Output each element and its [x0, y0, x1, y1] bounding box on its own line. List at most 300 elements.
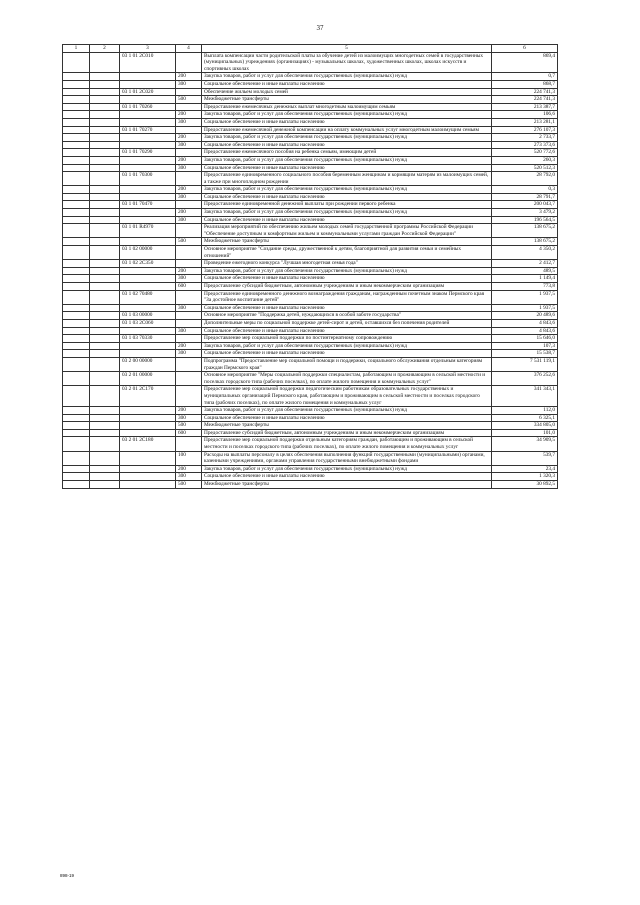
target-code-cell: 03 1 03 2С060: [120, 319, 176, 327]
item-name-cell: Закупка товаров, работ и услуг для обеспечения государственных (муниципальных) нужд: [202, 111, 492, 119]
empty-cell: [63, 111, 90, 119]
item-name-cell: Социальное обеспечение и иные выплаты населению: [202, 350, 492, 358]
target-code-cell: [120, 304, 176, 312]
expense-type-cell: [176, 260, 202, 268]
target-code-cell: 03 1 02 2С350: [120, 260, 176, 268]
empty-cell: [90, 290, 120, 304]
empty-cell: [90, 437, 120, 451]
item-name-cell: Социальное обеспечение и иные выплаты населению: [202, 193, 492, 201]
empty-cell: [90, 350, 120, 358]
target-code-cell: [120, 193, 176, 201]
target-code-cell: [120, 186, 176, 194]
amount-cell: 106,6: [492, 111, 558, 119]
expense-type-cell: 300: [176, 304, 202, 312]
empty-cell: [90, 319, 120, 327]
expense-type-cell: 200: [176, 111, 202, 119]
target-code-cell: [120, 414, 176, 422]
amount-cell: 1 937,5: [492, 304, 558, 312]
expense-type-cell: [176, 335, 202, 343]
item-name-cell: Закупка товаров, работ и услуг для обеспечения государственных (муниципальных) нужд: [202, 156, 492, 164]
empty-cell: [90, 246, 120, 260]
item-name-cell: Закупка товаров, работ и услуг для обеспечения государственных (муниципальных) нужд: [202, 407, 492, 415]
expense-type-cell: 300: [176, 118, 202, 126]
expense-type-cell: [176, 319, 202, 327]
empty-cell: [63, 209, 90, 217]
empty-cell: [63, 134, 90, 142]
table-row: [63, 350, 558, 358]
amount-cell: 868,7: [492, 80, 558, 88]
amount-cell: 3 479,2: [492, 209, 558, 217]
column-header: 4: [176, 45, 202, 53]
empty-cell: [63, 357, 90, 371]
empty-cell: [63, 481, 90, 489]
target-code-cell: [120, 327, 176, 335]
target-code-cell: 03 1 01 2С010: [120, 52, 176, 73]
empty-cell: [63, 156, 90, 164]
item-name-cell: Социальное обеспечение и иные выплаты населению: [202, 275, 492, 283]
item-name-cell: Социальное обеспечение и иные выплаты населению: [202, 327, 492, 335]
empty-cell: [63, 290, 90, 304]
table-row: [63, 118, 558, 126]
target-code-cell: [120, 134, 176, 142]
amount-cell: 101,0: [492, 429, 558, 437]
table-row: [63, 283, 558, 291]
column-header: 2: [90, 45, 120, 53]
empty-cell: [90, 267, 120, 275]
item-name-cell: Закупка товаров, работ и услуг для обеспечения государственных (муниципальных) нужд: [202, 465, 492, 473]
expense-type-cell: 200: [176, 209, 202, 217]
target-code-cell: 03 1 01 70290: [120, 149, 176, 157]
table-row: [63, 465, 558, 473]
target-code-cell: [120, 267, 176, 275]
expense-type-cell: [176, 88, 202, 96]
empty-cell: [90, 481, 120, 489]
target-code-cell: 03 1 01 70270: [120, 126, 176, 134]
empty-cell: [90, 342, 120, 350]
item-name-cell: Социальное обеспечение и иные выплаты населению: [202, 216, 492, 224]
item-name-cell: Предоставление субсидий бюджетным, автономным учреждениям и иным некоммерческим организациям: [202, 429, 492, 437]
expense-type-cell: 300: [176, 350, 202, 358]
empty-cell: [90, 422, 120, 430]
target-code-cell: [120, 111, 176, 119]
expense-type-cell: 200: [176, 73, 202, 81]
table-row: [63, 134, 558, 142]
empty-cell: [90, 386, 120, 407]
item-name-cell: Закупка товаров, работ и услуг для обеспечения государственных (муниципальных) нужд: [202, 209, 492, 217]
amount-cell: 773,8: [492, 283, 558, 291]
table-row: [63, 52, 558, 73]
expense-type-cell: [176, 224, 202, 238]
expense-type-cell: 200: [176, 134, 202, 142]
empty-cell: [63, 350, 90, 358]
target-code-cell: [120, 275, 176, 283]
expense-type-cell: 200: [176, 156, 202, 164]
empty-cell: [63, 88, 90, 96]
item-name-cell: Предоставление мер социальной поддержки по постинтернатному сопровождению: [202, 335, 492, 343]
table-row: [63, 246, 558, 260]
table-row: [63, 327, 558, 335]
budget-table: [62, 44, 558, 489]
table-row: [63, 386, 558, 407]
amount-cell: 28 791,7: [492, 193, 558, 201]
target-code-cell: 03 2 00 00000: [120, 357, 176, 371]
item-name-cell: Предоставление мер социальной поддержки педагогическим работникам образовательных государственных и муниципальных организаций Пермского края, работающим и проживающим в сельской местности и поселках городского типа (рабочих поселках), по оплате жилого помещения и коммунальных услуг: [202, 386, 492, 407]
expense-type-cell: 200: [176, 342, 202, 350]
expense-type-cell: 500: [176, 96, 202, 104]
item-name-cell: Закупка товаров, работ и услуг для обеспечения государственных (муниципальных) нужд: [202, 73, 492, 81]
amount-cell: 7 531 119,1: [492, 357, 558, 371]
target-code-cell: 03 1 01 70260: [120, 103, 176, 111]
amount-cell: 520 772,6: [492, 149, 558, 157]
table-row: [63, 312, 558, 320]
item-name-cell: Основное мероприятие "Меры социальной поддержки специалистам, работающим и проживающим в сельской местности и поселках городского типа (рабочих поселках), по оплате жилого помещения и коммунальных услуг": [202, 372, 492, 386]
column-header: 5: [202, 45, 492, 53]
empty-cell: [63, 80, 90, 88]
empty-cell: [63, 96, 90, 104]
table-row: [63, 156, 558, 164]
amount-cell: 30 892,5: [492, 481, 558, 489]
amount-cell: 1 937,5: [492, 290, 558, 304]
expense-type-cell: 200: [176, 267, 202, 275]
empty-cell: [90, 327, 120, 335]
amount-cell: 1 149,4: [492, 275, 558, 283]
target-code-cell: 03 1 01 70470: [120, 201, 176, 209]
item-name-cell: Закупка товаров, работ и услуг для обеспечения государственных (муниципальных) нужд: [202, 342, 492, 350]
empty-cell: [63, 238, 90, 246]
amount-cell: 0,7: [492, 73, 558, 81]
expense-type-cell: 200: [176, 407, 202, 415]
empty-cell: [63, 429, 90, 437]
expense-type-cell: 300: [176, 193, 202, 201]
empty-cell: [90, 357, 120, 371]
target-code-cell: 03 2 01 2С180: [120, 437, 176, 451]
empty-cell: [63, 186, 90, 194]
empty-cell: [90, 149, 120, 157]
empty-cell: [63, 386, 90, 407]
target-code-cell: [120, 156, 176, 164]
empty-cell: [90, 96, 120, 104]
item-name-cell: Социальное обеспечение и иные выплаты населению: [202, 304, 492, 312]
target-code-cell: 03 2 01 2С170: [120, 386, 176, 407]
target-code-cell: [120, 422, 176, 430]
item-name-cell: Социальное обеспечение и иные выплаты населению: [202, 80, 492, 88]
expense-type-cell: 300: [176, 164, 202, 172]
empty-cell: [90, 209, 120, 217]
target-code-cell: [120, 451, 176, 465]
amount-cell: 138 675,2: [492, 224, 558, 238]
target-code-cell: [120, 209, 176, 217]
table-row: [63, 216, 558, 224]
empty-cell: [63, 465, 90, 473]
empty-cell: [63, 473, 90, 481]
empty-cell: [63, 414, 90, 422]
table-row: [63, 481, 558, 489]
item-name-cell: Расходы на выплаты персоналу в целях обеспечения выполнения функций государственными (муниципальными) органами, казенными учреждениями, органами управления государственными внебюджетными фондами: [202, 451, 492, 465]
empty-cell: [63, 52, 90, 73]
table-row: [63, 407, 558, 415]
empty-cell: [63, 164, 90, 172]
empty-cell: [63, 260, 90, 268]
expense-type-cell: 300: [176, 80, 202, 88]
table-row: [63, 193, 558, 201]
empty-cell: [90, 52, 120, 73]
empty-cell: [63, 193, 90, 201]
amount-cell: 1 320,3: [492, 473, 558, 481]
empty-cell: [63, 283, 90, 291]
table-row: [63, 201, 558, 209]
empty-cell: [90, 88, 120, 96]
item-name-cell: Предоставление единовременного социального пособия беременным женщинам и кормящим матерям из малоимущих семей, а также при многоплодном рождении: [202, 172, 492, 186]
target-code-cell: [120, 481, 176, 489]
column-header: 1: [63, 45, 90, 53]
item-name-cell: Социальное обеспечение и иные выплаты населению: [202, 164, 492, 172]
empty-cell: [90, 103, 120, 111]
amount-cell: 224 741,3: [492, 96, 558, 104]
expense-type-cell: 300: [176, 216, 202, 224]
expense-type-cell: [176, 357, 202, 371]
empty-cell: [90, 283, 120, 291]
amount-cell: 224 741,3: [492, 88, 558, 96]
table-row: [63, 335, 558, 343]
empty-cell: [63, 73, 90, 81]
empty-cell: [90, 141, 120, 149]
empty-cell: [90, 156, 120, 164]
expense-type-cell: 500: [176, 238, 202, 246]
item-name-cell: Дополнительные меры по социальной поддержке детей-сирот и детей, оставшихся без попечения родителей: [202, 319, 492, 327]
table-row: [63, 414, 558, 422]
empty-cell: [90, 73, 120, 81]
table-row: [63, 103, 558, 111]
amount-cell: 15 538,7: [492, 350, 558, 358]
expense-type-cell: [176, 201, 202, 209]
amount-cell: 489,5: [492, 267, 558, 275]
expense-type-cell: 300: [176, 414, 202, 422]
target-code-cell: [120, 96, 176, 104]
empty-cell: [63, 275, 90, 283]
table-row: [63, 342, 558, 350]
table-row: [63, 437, 558, 451]
table-row: [63, 372, 558, 386]
table-row: [63, 224, 558, 238]
item-name-cell: Предоставление мер социальной поддержки отдельным категориям граждан, работающим и проживающим в сельской местности и поселках городского типа (рабочих поселках), по оплате жилого помещения и коммунальных услуг: [202, 437, 492, 451]
empty-cell: [90, 335, 120, 343]
empty-cell: [63, 103, 90, 111]
target-code-cell: [120, 80, 176, 88]
table-row: [63, 141, 558, 149]
empty-cell: [90, 126, 120, 134]
amount-cell: 520 512,3: [492, 164, 558, 172]
item-name-cell: Основное мероприятие "Поддержка детей, нуждающихся в особой заботе государства": [202, 312, 492, 320]
item-name-cell: Закупка товаров, работ и услуг для обеспечения государственных (муниципальных) нужд: [202, 267, 492, 275]
expense-type-cell: 600: [176, 429, 202, 437]
expense-type-cell: [176, 386, 202, 407]
amount-cell: 376 252,6: [492, 372, 558, 386]
empty-cell: [63, 267, 90, 275]
empty-cell: [90, 304, 120, 312]
amount-cell: 4 350,2: [492, 246, 558, 260]
amount-cell: 15 646,0: [492, 335, 558, 343]
empty-cell: [63, 246, 90, 260]
table-row: [63, 422, 558, 430]
target-code-cell: 03 1 03 70330: [120, 335, 176, 343]
empty-cell: [63, 327, 90, 335]
empty-cell: [63, 451, 90, 465]
empty-cell: [63, 118, 90, 126]
table-row: [63, 149, 558, 157]
document-number-mark: 898-19: [60, 873, 75, 878]
table-row: [63, 451, 558, 465]
expense-type-cell: [176, 372, 202, 386]
item-name-cell: Основное мероприятие "Создание среды, дружественной к детям, благоприятной для развития семьи и семейных отношений": [202, 246, 492, 260]
amount-cell: 6 325,1: [492, 414, 558, 422]
empty-cell: [63, 335, 90, 343]
amount-cell: 107,3: [492, 342, 558, 350]
expense-type-cell: 300: [176, 141, 202, 149]
expense-type-cell: 300: [176, 473, 202, 481]
item-name-cell: Межбюджетные трансферты: [202, 481, 492, 489]
table-row: [63, 96, 558, 104]
table-row: [63, 80, 558, 88]
empty-cell: [90, 164, 120, 172]
expense-type-cell: [176, 52, 202, 73]
expense-type-cell: 300: [176, 275, 202, 283]
target-code-cell: [120, 429, 176, 437]
item-name-cell: Предоставление единовременной денежной выплаты при рождении первого ребенка: [202, 201, 492, 209]
empty-cell: [90, 312, 120, 320]
target-code-cell: [120, 238, 176, 246]
amount-cell: 112,0: [492, 407, 558, 415]
empty-cell: [90, 372, 120, 386]
item-name-cell: Закупка товаров, работ и услуг для обеспечения государственных (муниципальных) нужд: [202, 134, 492, 142]
target-code-cell: [120, 141, 176, 149]
expense-type-cell: [176, 290, 202, 304]
expense-type-cell: 500: [176, 481, 202, 489]
table-row: [63, 238, 558, 246]
item-name-cell: Социальное обеспечение и иные выплаты населению: [202, 414, 492, 422]
target-code-cell: 03 2 01 00000: [120, 372, 176, 386]
table-row: [63, 164, 558, 172]
column-header: 3: [120, 45, 176, 53]
empty-cell: [63, 312, 90, 320]
table-row: [63, 267, 558, 275]
item-name-cell: Предоставление единовременного денежного вознаграждения гражданам, награжденным почетным знаком Пермского края "За достойное воспитание детей": [202, 290, 492, 304]
item-name-cell: Предоставление ежемесячной денежной компенсации на оплату коммунальных услуг многодетным малоимущим семьям: [202, 126, 492, 134]
empty-cell: [90, 172, 120, 186]
amount-cell: 276 107,3: [492, 126, 558, 134]
empty-cell: [90, 224, 120, 238]
empty-cell: [63, 126, 90, 134]
empty-cell: [90, 473, 120, 481]
empty-cell: [90, 275, 120, 283]
expense-type-cell: [176, 149, 202, 157]
empty-cell: [63, 304, 90, 312]
amount-cell: 213 387,7: [492, 103, 558, 111]
amount-cell: 2 733,7: [492, 134, 558, 142]
amount-cell: 138 675,2: [492, 238, 558, 246]
expense-type-cell: [176, 172, 202, 186]
empty-cell: [63, 172, 90, 186]
target-code-cell: 03 1 01 R4970: [120, 224, 176, 238]
item-name-cell: Социальное обеспечение и иные выплаты населению: [202, 141, 492, 149]
amount-cell: 334 805,0: [492, 422, 558, 430]
amount-cell: 4 843,6: [492, 327, 558, 335]
target-code-cell: [120, 465, 176, 473]
empty-cell: [63, 224, 90, 238]
empty-cell: [90, 193, 120, 201]
table-header-row: [63, 45, 558, 53]
target-code-cell: [120, 118, 176, 126]
target-code-cell: 03 1 01 2С020: [120, 88, 176, 96]
expense-type-cell: [176, 126, 202, 134]
amount-cell: 213 281,1: [492, 118, 558, 126]
table-row: [63, 319, 558, 327]
table-row: [63, 429, 558, 437]
amount-cell: 23,4: [492, 465, 558, 473]
empty-cell: [63, 342, 90, 350]
item-name-cell: Выплата компенсации части родительской платы за обучение детей из малоимущих многодетных семей в государственных (муниципальных) учреждениях (организациях) - музыкальных школах, художественных школах, школах искусств и спортивных школах: [202, 52, 492, 73]
target-code-cell: 03 1 01 70300: [120, 172, 176, 186]
table-row: [63, 275, 558, 283]
amount-cell: 20 489,6: [492, 312, 558, 320]
empty-cell: [63, 372, 90, 386]
item-name-cell: Реализация мероприятий по обеспечению жильем молодых семей государственной программы Российской Федерации "Обеспечение доступным и комфортным жильем и коммунальными услугами граждан Российской Федерации": [202, 224, 492, 238]
amount-cell: 260,3: [492, 156, 558, 164]
page-number: 37: [316, 24, 324, 32]
table-row: [63, 290, 558, 304]
table-row: [63, 172, 558, 186]
item-name-cell: Предоставление ежемесячных денежных выплат многодетным малоимущим семьям: [202, 103, 492, 111]
table-row: [63, 473, 558, 481]
table-row: [63, 88, 558, 96]
item-name-cell: Межбюджетные трансферты: [202, 96, 492, 104]
target-code-cell: [120, 350, 176, 358]
target-code-cell: 03 1 03 00000: [120, 312, 176, 320]
column-header: 6: [492, 45, 558, 53]
item-name-cell: Подпрограмма "Предоставление мер социальной помощи и поддержки, социального обслуживания отдельным категориям граждан Пермского края": [202, 357, 492, 371]
amount-cell: 200 043,7: [492, 201, 558, 209]
table-row: [63, 209, 558, 217]
table-row: [63, 126, 558, 134]
target-code-cell: [120, 407, 176, 415]
item-name-cell: Межбюджетные трансферты: [202, 238, 492, 246]
amount-cell: 539,7: [492, 451, 558, 465]
empty-cell: [90, 111, 120, 119]
amount-cell: 4 843,6: [492, 319, 558, 327]
amount-cell: 34 909,5: [492, 437, 558, 451]
item-name-cell: Предоставление субсидий бюджетным, автономным учреждениям и иным некоммерческим организациям: [202, 283, 492, 291]
empty-cell: [90, 260, 120, 268]
item-name-cell: Социальное обеспечение и иные выплаты населению: [202, 473, 492, 481]
empty-cell: [63, 437, 90, 451]
expense-type-cell: 200: [176, 465, 202, 473]
empty-cell: [90, 407, 120, 415]
table-row: [63, 357, 558, 371]
target-code-cell: 03 1 02 00000: [120, 246, 176, 260]
target-code-cell: [120, 342, 176, 350]
empty-cell: [63, 407, 90, 415]
table-row: [63, 111, 558, 119]
empty-cell: [63, 201, 90, 209]
expense-type-cell: 300: [176, 327, 202, 335]
target-code-cell: [120, 283, 176, 291]
table-row: [63, 73, 558, 81]
amount-cell: 2 412,7: [492, 260, 558, 268]
table-row: [63, 304, 558, 312]
empty-cell: [63, 149, 90, 157]
target-code-cell: [120, 473, 176, 481]
expense-type-cell: [176, 437, 202, 451]
empty-cell: [90, 186, 120, 194]
